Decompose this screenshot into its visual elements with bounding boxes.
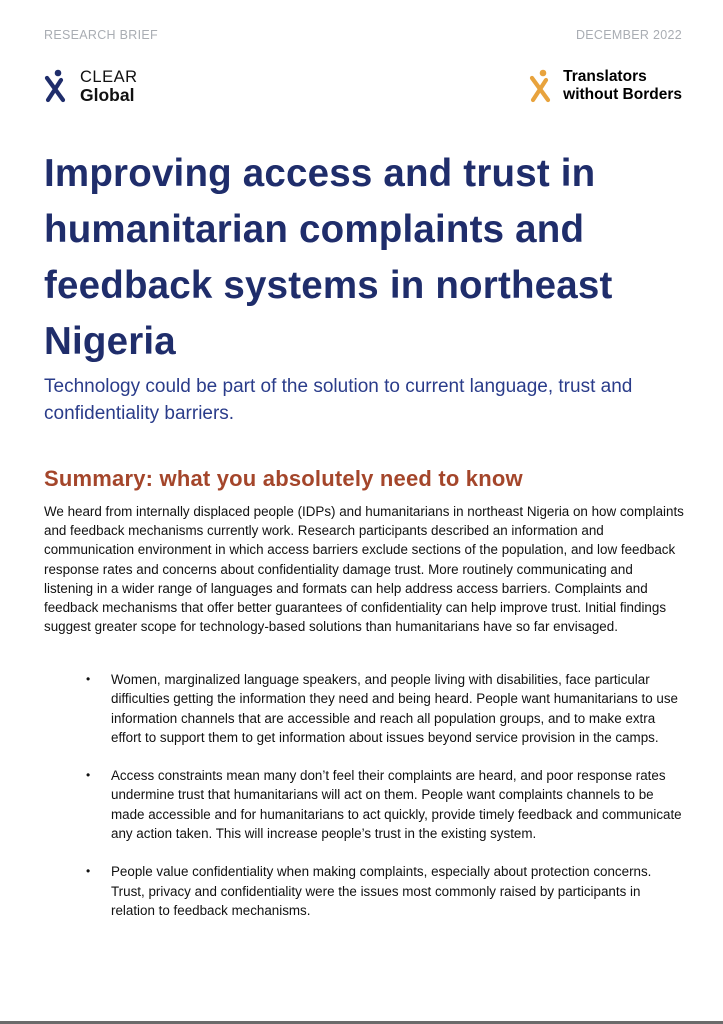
- date-label: DECEMBER 2022: [575, 28, 682, 42]
- bullet-dot-icon: •: [86, 864, 91, 879]
- twb-line1: Translators: [563, 68, 647, 85]
- bullet-item: [86, 670, 684, 747]
- twb-logo: [529, 68, 682, 104]
- clear-global-figure-icon: [44, 69, 66, 103]
- clear-global-line1: CLEAR: [80, 68, 138, 86]
- bullet-item: [86, 862, 684, 920]
- twb-wordmark: [563, 68, 682, 104]
- twb-figure-icon: [529, 69, 551, 103]
- clear-global-line2: Global: [80, 85, 135, 105]
- bullet-dot-icon: •: [86, 768, 91, 783]
- doc-type-label: RESEARCH BRIEF: [44, 28, 158, 42]
- clear-global-wordmark: [80, 68, 138, 104]
- page-title: Improving access and trust in humanitarian complaints and feedback systems in northeast Nigeria: [44, 152, 613, 363]
- twb-line2: without Borders: [563, 86, 682, 103]
- bullet-dot-icon: •: [86, 672, 91, 686]
- summary-bullet-list: [86, 670, 684, 939]
- bullet-item: [86, 766, 684, 843]
- bullet-text: Women, marginalized language speakers, and people living with disabilities, face particular difficulties getting the information they need and being heard. People want humanitarians to use information channels that are accessible and reach all population groups, and to make extra effort to support them to get information about issues beyond service provision in the camps.: [111, 672, 678, 745]
- clear-global-logo: [44, 68, 138, 104]
- summary-intro-paragraph: We heard from internally displaced people (IDPs) and humanitarians in northeast Nigeria on how complaints and feedback mechanisms currently work. Research participants described an information and communication environment in which access barriers exclude sections of the population, and low feedback response rates and concerns about confidentiality damage trust. More routinely communicating and listening in a wider range of languages and formats can help address access barriers. Complaints and feedback mechanisms that offer better guarantees of confidentiality can help improve trust. Initial findings suggest greater scope for technology-based solutions than humanitarians have so far envisaged.: [44, 504, 684, 635]
- bullet-text: People value confidentiality when making complaints, especially about protection concerns. Trust, privacy and confidentiality were the issues most commonly raised by participants in relation to feedback mechanisms.: [111, 864, 652, 918]
- top-meta-line: [44, 28, 682, 42]
- summary-heading: Summary: what you absolutely need to know: [44, 466, 523, 491]
- page-subtitle: Technology could be part of the solution to current language, trust and confidentiality barriers.: [44, 376, 633, 424]
- bullet-text: Access constraints mean many don’t feel their complaints are heard, and poor response rates undermine trust that humanitarians will act on them. People want complaints channels to be made accessible and for humanitarians to act quickly, provide timely feedback and communicate any action taken. This will increase people’s trust in the existing system.: [111, 768, 682, 842]
